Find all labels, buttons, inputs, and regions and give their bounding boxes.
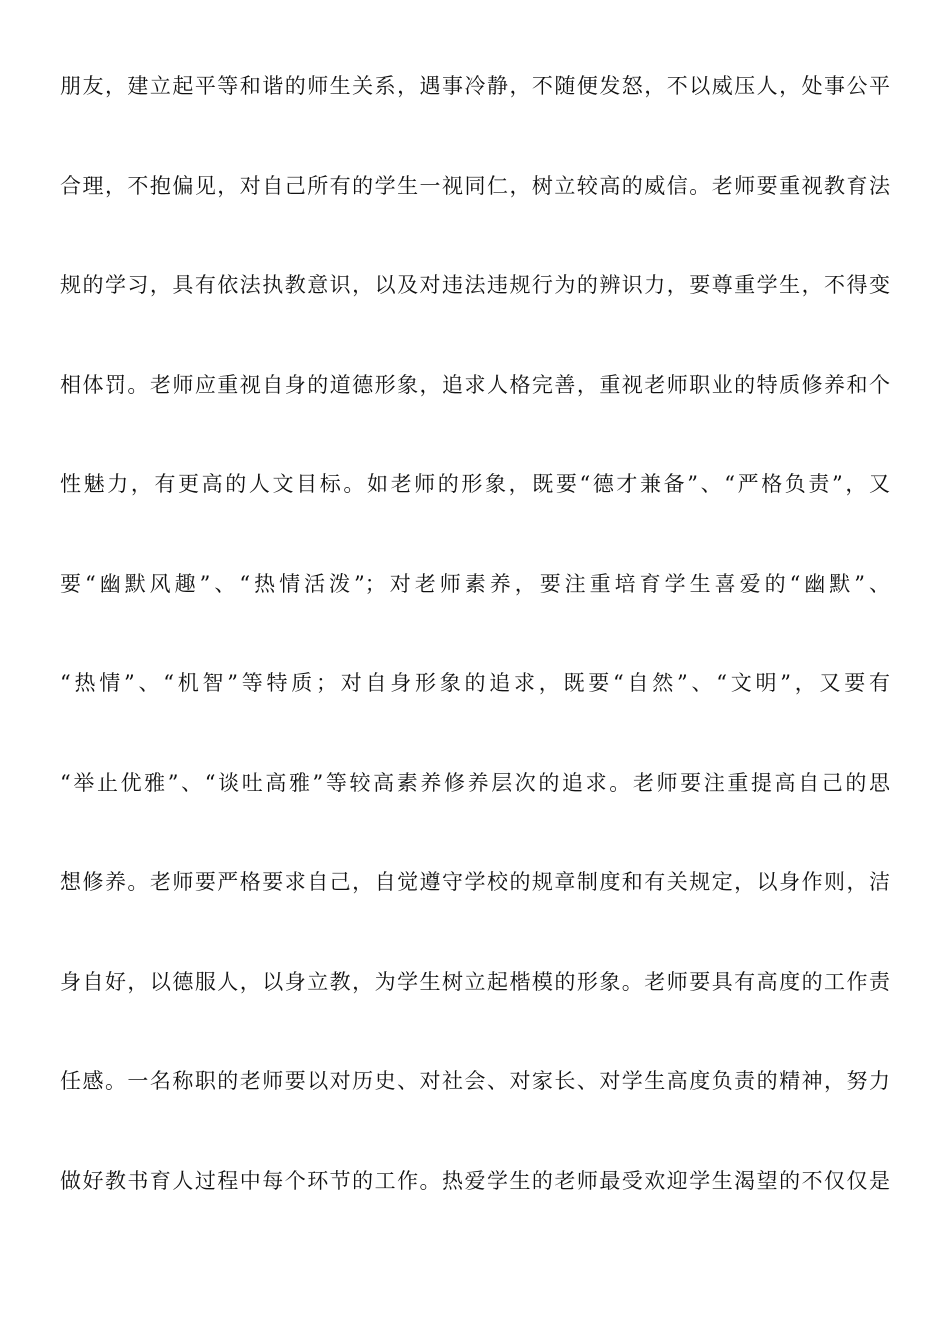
text-line: “热情”、“机智”等特质；对自身形象的追求，既要“自然”、“文明”，又要有: [60, 671, 890, 695]
body-text: [60, 66, 890, 1260]
text-line: 合理，不抱偏见，对自己所有的学生一视同仁，树立较高的威信。老师要重视教育法: [60, 173, 890, 198]
text-line: 做好教书育人过程中每个环节的工作。热爱学生的老师最受欢迎学生渴望的不仅仅是: [60, 1168, 890, 1193]
text-line: 想修养。老师要严格要求自己，自觉遵守学校的规章制度和有关规定，以身作则，洁: [60, 870, 890, 894]
text-line: 朋友，建立起平等和谐的师生关系，遇事冷静，不随便发怒，不以威压人，处事公平: [60, 74, 890, 98]
text-line: 相体罚。老师应重视自身的道德形象，追求人格完善，重视老师职业的特质修养和个: [60, 372, 890, 397]
text-line: 性魅力，有更高的人文目标。如老师的形象，既要“德才兼备”、“严格负责”，又: [60, 472, 890, 496]
text-line: 身自好，以德服人，以身立教，为学生树立起楷模的形象。老师要具有高度的工作责: [60, 969, 890, 994]
text-line: 任感。一名称职的老师要以对历史、对社会、对家长、对学生高度负责的精神，努力: [60, 1069, 890, 1093]
text-line: 规的学习，具有依法执教意识，以及对违法违规行为的辨识力，要尊重学生，不得变: [60, 273, 890, 297]
text-line: 要“幽默风趣”、“热情活泼”；对老师素养，要注重培育学生喜爱的“幽默”、: [60, 571, 890, 596]
text-line: “举止优雅”、“谈吐高雅”等较高素养修养层次的追求。老师要注重提高自己的思: [60, 770, 890, 795]
